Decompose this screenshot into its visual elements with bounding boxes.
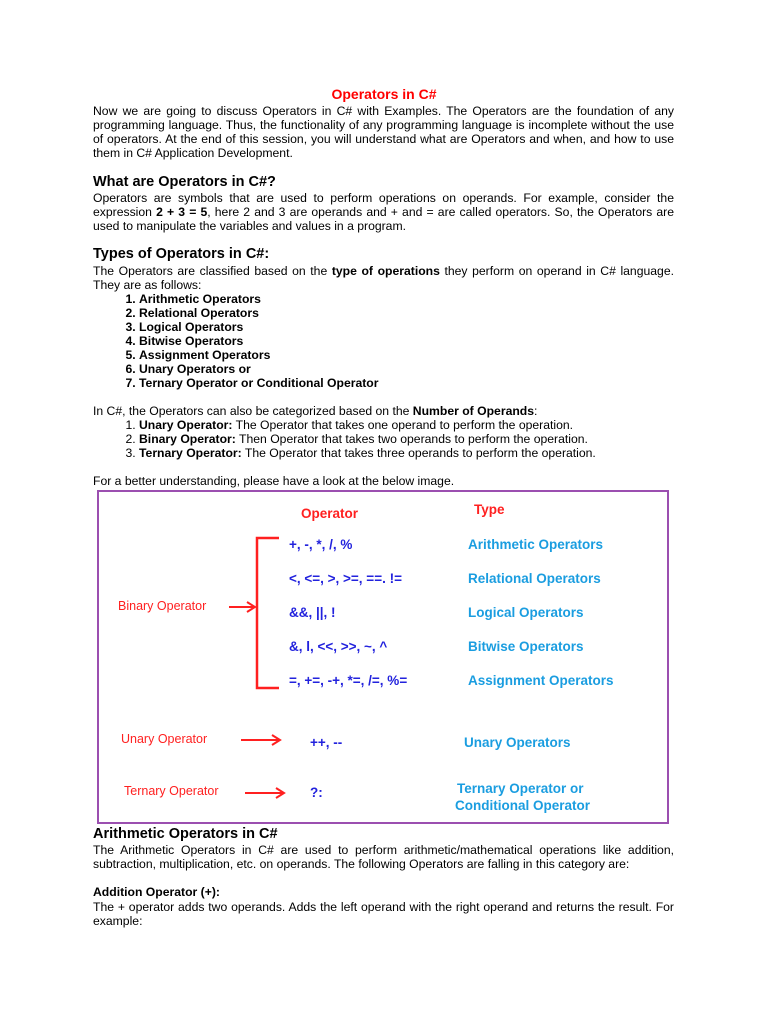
operators-diagram	[97, 490, 669, 824]
intro-paragraph: Now we are going to discuss Operators in C# with Examples. The Operators are the foundation of any programming language. Thus, the functionality of any programming language is incomplete without the use of operators. At the end of this session, you will understand what are Operators and when, and how to use them in C# Application Development.	[93, 104, 674, 160]
list-item: 6. Unary Operators or	[139, 362, 379, 376]
bitwise-type: Bitwise Operators	[468, 639, 584, 654]
operands-text-before: In C#, the Operators can also be categorized based on the	[93, 404, 413, 418]
col-header-type: Type	[474, 502, 505, 517]
types-text-after: they perform on operand in C# language. They are as follows:	[93, 264, 674, 292]
what-heading: What are Operators in C#?	[93, 174, 276, 190]
operand-label: Ternary Operator:	[139, 446, 242, 460]
addition-heading: Addition Operator (+):	[93, 885, 220, 899]
better-understanding-text: For a better understanding, please have a look at the below image.	[93, 474, 455, 488]
what-expression: 2 + 3 = 5	[156, 205, 208, 219]
types-heading: Types of Operators in C#:	[93, 246, 270, 262]
types-list	[93, 292, 379, 390]
col-header-operator: Operator	[301, 506, 359, 521]
ternary-type-line-2: Conditional Operator	[455, 798, 590, 813]
relational-ops: <, <=, >, >=, ==. !=	[289, 571, 402, 586]
assignment-ops: =, +=, -+, *=, /=, %=	[289, 673, 408, 688]
operand-desc: The Operator that takes three operands to perform the operation.	[241, 446, 596, 460]
list-item: 1. Arithmetic Operators	[139, 292, 379, 306]
page-title: Operators in C#	[331, 86, 437, 102]
operands-text-after: :	[534, 404, 538, 418]
ternary-ops: ?:	[310, 785, 323, 800]
unary-ops: ++, --	[310, 735, 343, 750]
types-paragraph	[93, 264, 674, 292]
logical-ops: &&, ||, !	[289, 605, 336, 620]
addition-paragraph: The + operator adds two operands. Adds the left operand with the right operand and returns the result. For example:	[93, 900, 674, 928]
ternary-arrow-icon	[245, 788, 284, 798]
arithmetic-ops: +, -, *, /, %	[289, 537, 353, 552]
list-item: 3. Logical Operators	[139, 320, 379, 334]
unary-operator-label: Unary Operator	[121, 732, 208, 746]
operand-label: Unary Operator:	[139, 418, 233, 432]
binary-operator-label: Binary Operator	[118, 599, 207, 613]
ternary-operator-label: Ternary Operator	[124, 784, 219, 798]
ternary-type-line-1: Ternary Operator or	[457, 781, 584, 796]
arith-paragraph: The Arithmetic Operators in C# are used to perform arithmetic/mathematical operations like addition, subtraction, multiplication, etc. on operands. The following Operators are falling in this category are:	[93, 843, 674, 871]
operands-text-bold: Number of Operands	[412, 404, 535, 418]
list-item	[139, 418, 596, 432]
what-paragraph	[93, 191, 674, 233]
operand-desc: The Operator that takes one operand to perform the operation.	[232, 418, 574, 432]
what-text-before: Operators are symbols that are used to perform operations on operands. For example, consider the expression	[93, 191, 674, 219]
types-text-bold: type of operations	[331, 264, 440, 278]
binary-arrow-icon	[229, 602, 255, 612]
relational-type: Relational Operators	[468, 571, 601, 586]
assignment-type: Assignment Operators	[468, 673, 614, 688]
list-item: 5. Assignment Operators	[139, 348, 379, 362]
types-text-before: The Operators are classified based on the	[93, 264, 332, 278]
list-item: 7. Ternary Operator or Conditional Operator	[139, 376, 379, 390]
arithmetic-type: Arithmetic Operators	[468, 537, 604, 552]
list-item: 2. Relational Operators	[139, 306, 379, 320]
bitwise-ops: &, l, <<, >>, ~, ^	[289, 639, 388, 654]
list-item	[139, 432, 596, 446]
operand-label: Binary Operator:	[139, 432, 236, 446]
unary-type: Unary Operators	[464, 735, 571, 750]
operand-desc: Then Operator that takes two operands to perform the operation.	[235, 432, 588, 446]
unary-arrow-icon	[241, 735, 280, 745]
logical-type: Logical Operators	[468, 605, 584, 620]
binary-bracket	[257, 538, 279, 688]
list-item	[139, 446, 596, 460]
arith-heading: Arithmetic Operators in C#	[93, 826, 278, 842]
operands-list	[93, 418, 596, 460]
what-text-after: , here 2 and 3 are operands and + and = are called operators. So, the Operators are used to manipulate the variables and values in a program.	[93, 205, 674, 233]
list-item: 4. Bitwise Operators	[139, 334, 379, 348]
operands-paragraph	[93, 404, 674, 418]
